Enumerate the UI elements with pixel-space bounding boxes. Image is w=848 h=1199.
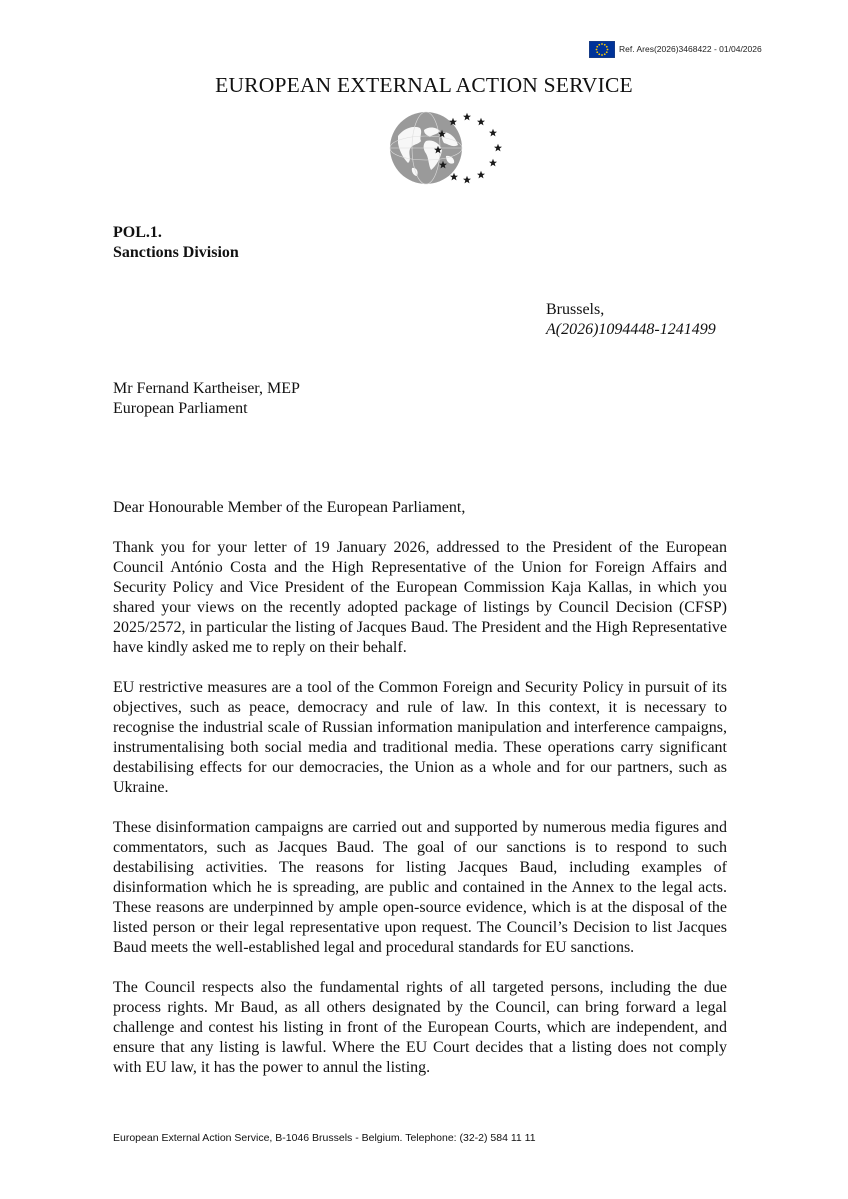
recipient-name: Mr Fernand Kartheiser, MEP	[113, 380, 300, 397]
paragraph: These disinformation campaigns are carried out and supported by numerous media figures and commentators, such as Jacques Baud. The goal of our sanctions is to respond to such destabilising activities. The reasons for listing Jacques Baud, including examples of disinformation which he is spreading, are public and contained in the Annex to the legal acts. These reasons are underpinned by ample open-source evidence, which is at the disposal of the listed person or their legal representative upon request. The Council’s Decision to list Jacques Baud meets the well-established legal and procedural standards for EU sanctions.	[113, 819, 727, 956]
recipient-block	[113, 379, 300, 419]
unit-code: POL.1.	[113, 224, 162, 241]
city: Brussels,	[546, 301, 605, 318]
organisation-title: EUROPEAN EXTERNAL ACTION SERVICE	[215, 73, 633, 97]
registration-reference: Ref. Ares(2026)3468422 - 01/04/2026	[619, 44, 762, 54]
sender-unit	[113, 223, 239, 263]
footer-address: European External Action Service, B-1046 Brussels - Belgium. Telephone: (32-2) 584 11 11	[113, 1132, 536, 1144]
letter-body	[113, 498, 727, 1098]
eu-flag-icon	[589, 41, 615, 58]
eeas-emblem-logo	[388, 110, 506, 188]
paragraph: Thank you for your letter of 19 January 2026, addressed to the President of the European Council António Costa and the High Representative of the Union for Foreign Affairs and Security Policy and Vice President of the European Commission Kaja Kallas, in which you shared your views on the recently adopted package of listings by Council Decision (CFSP) 2025/2572, in particular the listing of Jacques Baud. The President and the High Representative have kindly asked me to reply on their behalf.	[113, 539, 727, 656]
document-reference: A(2026)1094448-1241499	[546, 321, 716, 338]
paragraph: EU restrictive measures are a tool of the Common Foreign and Security Policy in pursuit of its objectives, such as peace, democracy and rule of law. In this context, it is necessary to recognise the industrial scale of Russian information manipulation and interference campaigns, instrumentalising both social media and traditional media. These operations carry significant destabilising effects for our democracies, the Union as a whole and for our partners, such as Ukraine.	[113, 679, 727, 796]
recipient-institution: European Parliament	[113, 400, 248, 417]
registration-stamp	[589, 40, 762, 58]
unit-name: Sanctions Division	[113, 244, 239, 261]
paragraph: The Council respects also the fundamental rights of all targeted persons, including the due process rights. Mr Baud, as all others designated by the Council, can bring forward a legal challenge and contest his listing in front of the European Courts, which are independent, and ensure that any listing is lawful. Where the EU Court decides that a listing does not comply with EU law, it has the power to annul the listing.	[113, 979, 727, 1076]
salutation: Dear Honourable Member of the European Parliament,	[113, 499, 466, 516]
place-and-reference	[546, 300, 716, 340]
